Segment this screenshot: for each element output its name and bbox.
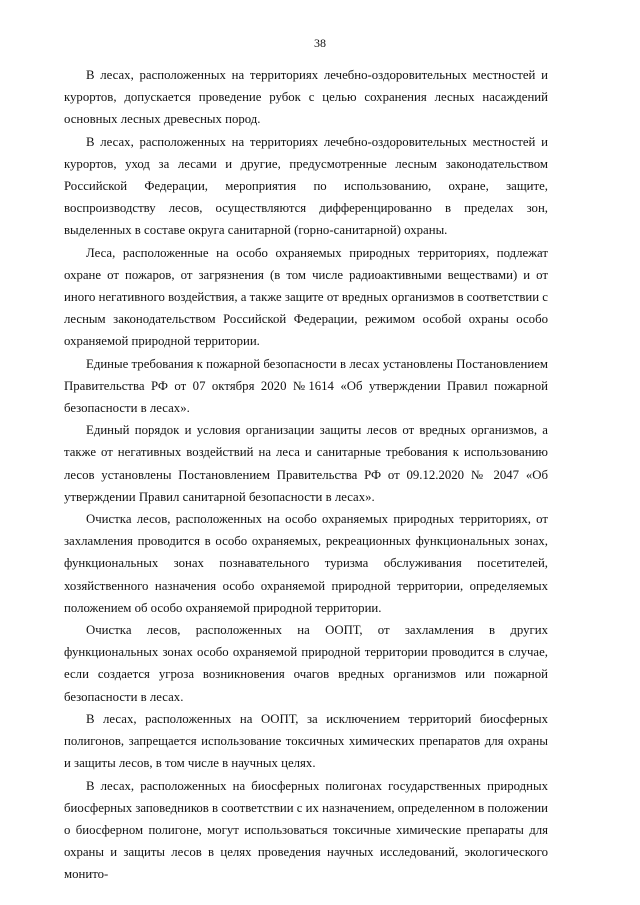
paragraph-protected-areas: Леса, расположенные на особо охраняемых природных территориях, подлежат охране от пожаров, от загрязнения (в том числе радиоактивными веществами) и от иного негативного воздействия, а также защите от вредных организмов в соответствии с лесным законодательством Российской Федерации, режимом особой охраны особо охраняемой природной территории. <box>64 245 548 349</box>
paragraph-resort-forest-care: В лесах, расположенных на территориях лечебно-оздоровительных местностей и курортов, уход за лесами и другие, предусмотренные лесным законодательством Российской Федерации, мероприятия по использованию, охране, защите, воспроизводству лесов, осуществляются дифференцированно в пределах зон, выделенных в составе округа санитарной (горно-санитарной) охраны. <box>64 134 548 238</box>
paragraph-debris-other-zones: Очистка лесов, расположенных на ООПТ, от захламления в других функциональных зонах особо охраняемой природной территории проводится в случае, если создается угроза возникновения очагов вредных организмов или пожарной безопасности в лесах. <box>64 623 548 704</box>
paragraph-resort-felling: В лесах, расположенных на территориях лечебно-оздоровительных местностей и курортов, допускается проведение рубок с целью сохранения лесных насаждений основных лесных древесных пород. <box>64 68 548 127</box>
paragraph-fire-safety: Единые требования к пожарной безопасности в лесах установлены Постановлением Правительства РФ от 07 октября 2020 №1614 «Об утверждении Правил пожарной безопасности в лесах». <box>64 356 548 416</box>
paragraph-chemicals-ban: В лесах, расположенных на ООПТ, за исключением территорий биосферных полигонов, запрещается использование токсичных химических препаратов для охраны и защиты лесов, в том числе в научных целях. <box>64 711 548 771</box>
document-body <box>64 64 548 886</box>
page-number: 38 <box>314 36 326 50</box>
paragraph-sanitary-safety: Единый порядок и условия организации защиты лесов от вредных организмов, а также от негативных воздействий на леса и санитарные требования к использованию лесов установлены Постановлением Правительства РФ от 09.12.2020 № 2047 «Об утверждении Правил санитарной безопасности в лесах». <box>64 423 548 504</box>
paragraph-debris-clearing: Очистка лесов, расположенных на особо охраняемых природных территориях, от захламления проводится в особо охраняемых, рекреационных функциональных зонах, функциональных зонах познавательного туризма обслуживания посетителей, хозяйственного назначения особо охраняемой природной территории, определяемых положением об особо охраняемой природной территории. <box>64 512 548 615</box>
paragraph-biosphere-polygons: В лесах, расположенных на биосферных полигонах государственных природных биосферных заповедников в соответствии с их назначением, определенном в положении о биосферном полигоне, могут использоваться токсичные химические препараты для охраны и защиты лесов в целях проведения научных исследований, экологического монито- <box>64 778 548 882</box>
